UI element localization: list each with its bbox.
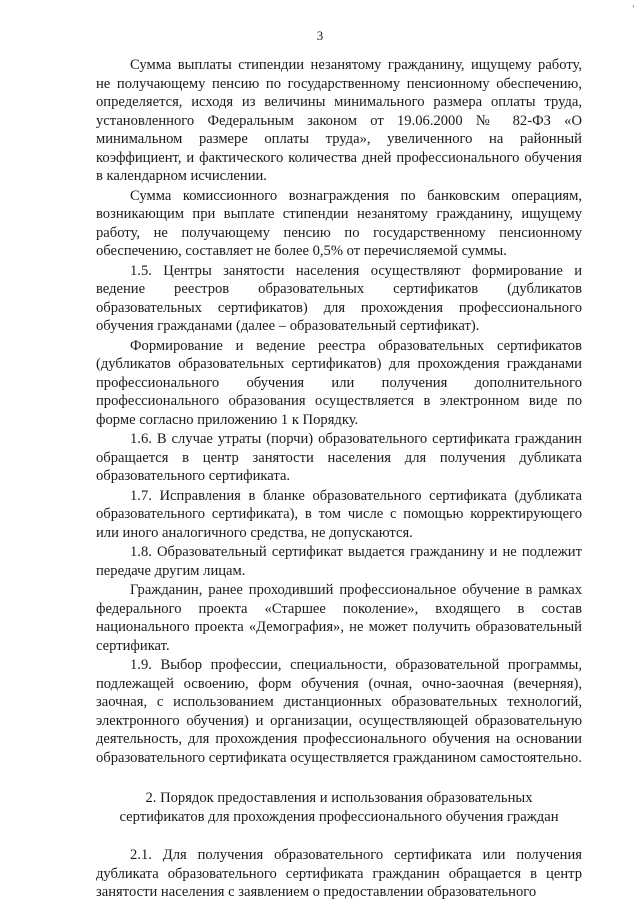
- paragraph-1-7: 1.7. Исправления в бланке образовательного сертификата (дубликата образовательного сертификата), в том числе с помощью корректирующего или иного аналогичного средства, не допускаются.: [96, 487, 582, 541]
- corner-mark: ': [632, 4, 634, 14]
- paragraph-bank-commission: Сумма комиссионного вознаграждения по банковским операциям, возникающим при выплате стипендии незанятому гражданину, ищущему работу, не получающему пенсию по государственному пенсионному обеспечению, составляет не более 0,5% от перечисляемой суммы.: [96, 187, 582, 259]
- paragraph-stipend-amount: Сумма выплаты стипендии незанятому гражданину, ищущему работу, не получающему пенсию по государственному пенсионному обеспечению, определяется, исходя из величины минимального размера оплаты труда, установленного Федеральным законом от 19.06.2000 № 82-ФЗ «О минимальном размере оплаты труда», увеличенного на районный коэффициент, и фактического количества дней профессионального обучения в календарном исчислении.: [96, 57, 582, 184]
- paragraph-1-8: 1.8. Образовательный сертификат выдается гражданину и не подлежит передаче другим лицам.: [96, 544, 582, 579]
- paragraph-2-1: 2.1. Для получения образовательного сертификата или получения дубликата образовательного сертификата гражданин обращается в центр занятости населения с заявлением о предоставлении образовательного: [96, 847, 582, 900]
- page-number: 3: [316, 28, 324, 43]
- section-heading: [96, 789, 582, 826]
- paragraph-1-5: 1.5. Центры занятости населения осуществляют формирование и ведение реестров образовательных сертификатов (дубликатов образовательных сертификатов) для прохождения профессионального обучения гражданами (далее – образовательный сертификат).: [96, 262, 582, 334]
- paragraph-prior-training: Гражданин, ранее проходивший профессиональное обучение в рамках федерального проекта «Старшее поколение», входящего в состав национального проекта «Демография», не может получить образовательный сертификат.: [96, 582, 582, 654]
- section-heading-line-1: 2. Порядок предоставления и использования образовательных: [145, 790, 533, 806]
- document-body: [96, 56, 582, 902]
- section-heading-line-2: сертификатов для прохождения профессионального обучения граждан: [119, 808, 559, 825]
- paragraph-registry-format: Формирование и ведение реестра образовательных сертификатов (дубликатов образовательных сертификатов) для прохождения гражданами профессионального обучения или получения дополнительного профессионального образования осуществляется в электронном виде по форме согласно приложению 1 к Порядку.: [96, 337, 582, 428]
- paragraph-1-6: 1.6. В случае утраты (порчи) образовательного сертификата гражданин обращается в центр занятости населения для получения дубликата образовательного сертификата.: [96, 431, 582, 484]
- paragraph-1-9: 1.9. Выбор профессии, специальности, образовательной программы, подлежащей освоению, форм обучения (очная, очно-заочная (вечерняя), заочная, с использованием дистанционных образовательных технологий, электронного обучения) и организации, осуществляющей образовательную деятельность, для прохождения профессионального обучения на основании образовательного сертификата осуществляется гражданином самостоятельно.: [96, 657, 582, 766]
